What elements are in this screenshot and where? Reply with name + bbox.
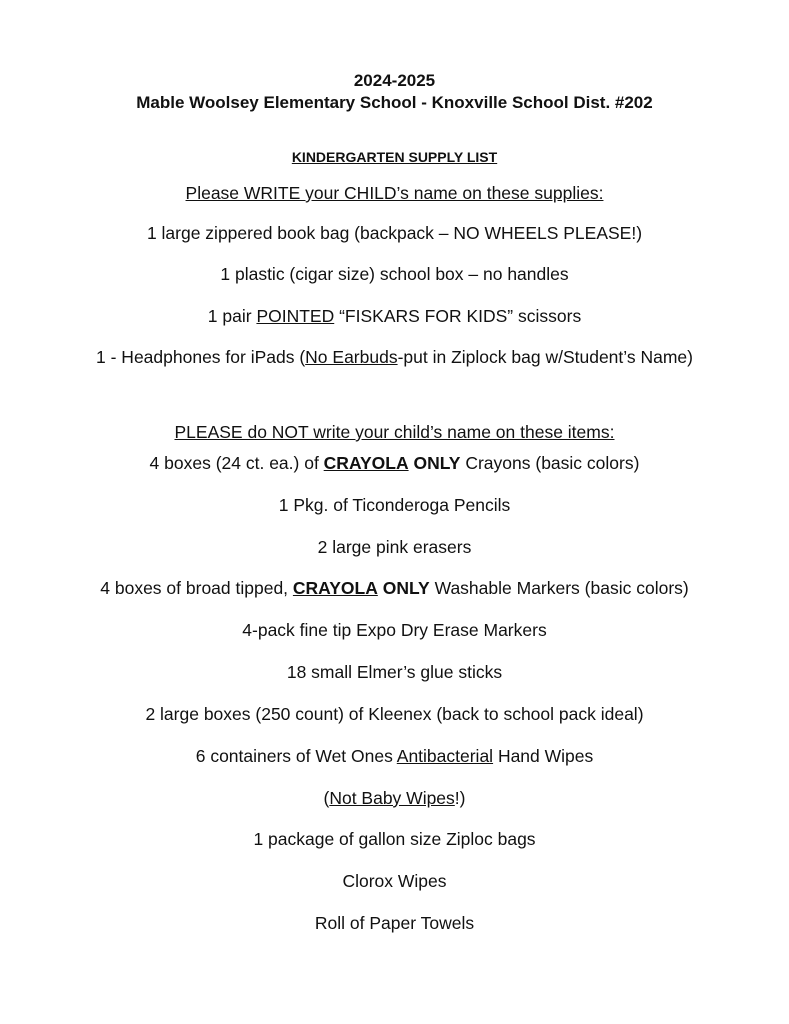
list-item-pencils: 1 Pkg. of Ticonderoga Pencils <box>278 495 511 515</box>
list-item-erasers: 2 large pink erasers <box>317 537 472 557</box>
list-item-headphones: 1 - Headphones for iPads (No Earbuds-put in Ziplock bag w/Student’s Name) <box>96 347 693 367</box>
list-item-glue-sticks: 18 small Elmer’s glue sticks <box>286 662 503 682</box>
list-item-expo-markers: 4-pack fine tip Expo Dry Erase Markers <box>242 620 547 640</box>
list-item-hand-wipes: 6 containers of Wet Ones Antibacterial Hand Wipes <box>195 746 594 766</box>
list-item-book-bag: 1 large zippered book bag (backpack – NO WHEELS PLEASE!) <box>146 223 643 243</box>
no-name-instruction: PLEASE do NOT write your child’s name on these items: <box>174 422 615 442</box>
list-item-school-box: 1 plastic (cigar size) school box – no handles <box>220 264 569 284</box>
list-item-scissors: 1 pair POINTED “FISKARS FOR KIDS” scissors <box>207 306 582 326</box>
list-item-markers: 4 boxes of broad tipped, CRAYOLA ONLY Washable Markers (basic colors) <box>100 578 689 598</box>
list-item-kleenex: 2 large boxes (250 count) of Kleenex (back to school pack ideal) <box>145 704 644 724</box>
list-item-paper-towels: Roll of Paper Towels <box>314 913 475 933</box>
school-year: 2024-2025 <box>353 71 436 90</box>
list-item-not-baby-wipes: (Not Baby Wipes!) <box>323 788 466 808</box>
supply-list-title: KINDERGARTEN SUPPLY LIST <box>291 149 498 165</box>
list-item-ziploc-bags: 1 package of gallon size Ziploc bags <box>253 829 536 849</box>
list-item-crayons: 4 boxes (24 ct. ea.) of CRAYOLA ONLY Crayons (basic colors) <box>149 453 640 473</box>
list-item-clorox-wipes: Clorox Wipes <box>342 871 447 891</box>
school-name: Mable Woolsey Elementary School - Knoxville School Dist. #202 <box>136 93 653 112</box>
write-name-instruction: Please WRITE your CHILD’s name on these supplies: <box>185 183 604 203</box>
